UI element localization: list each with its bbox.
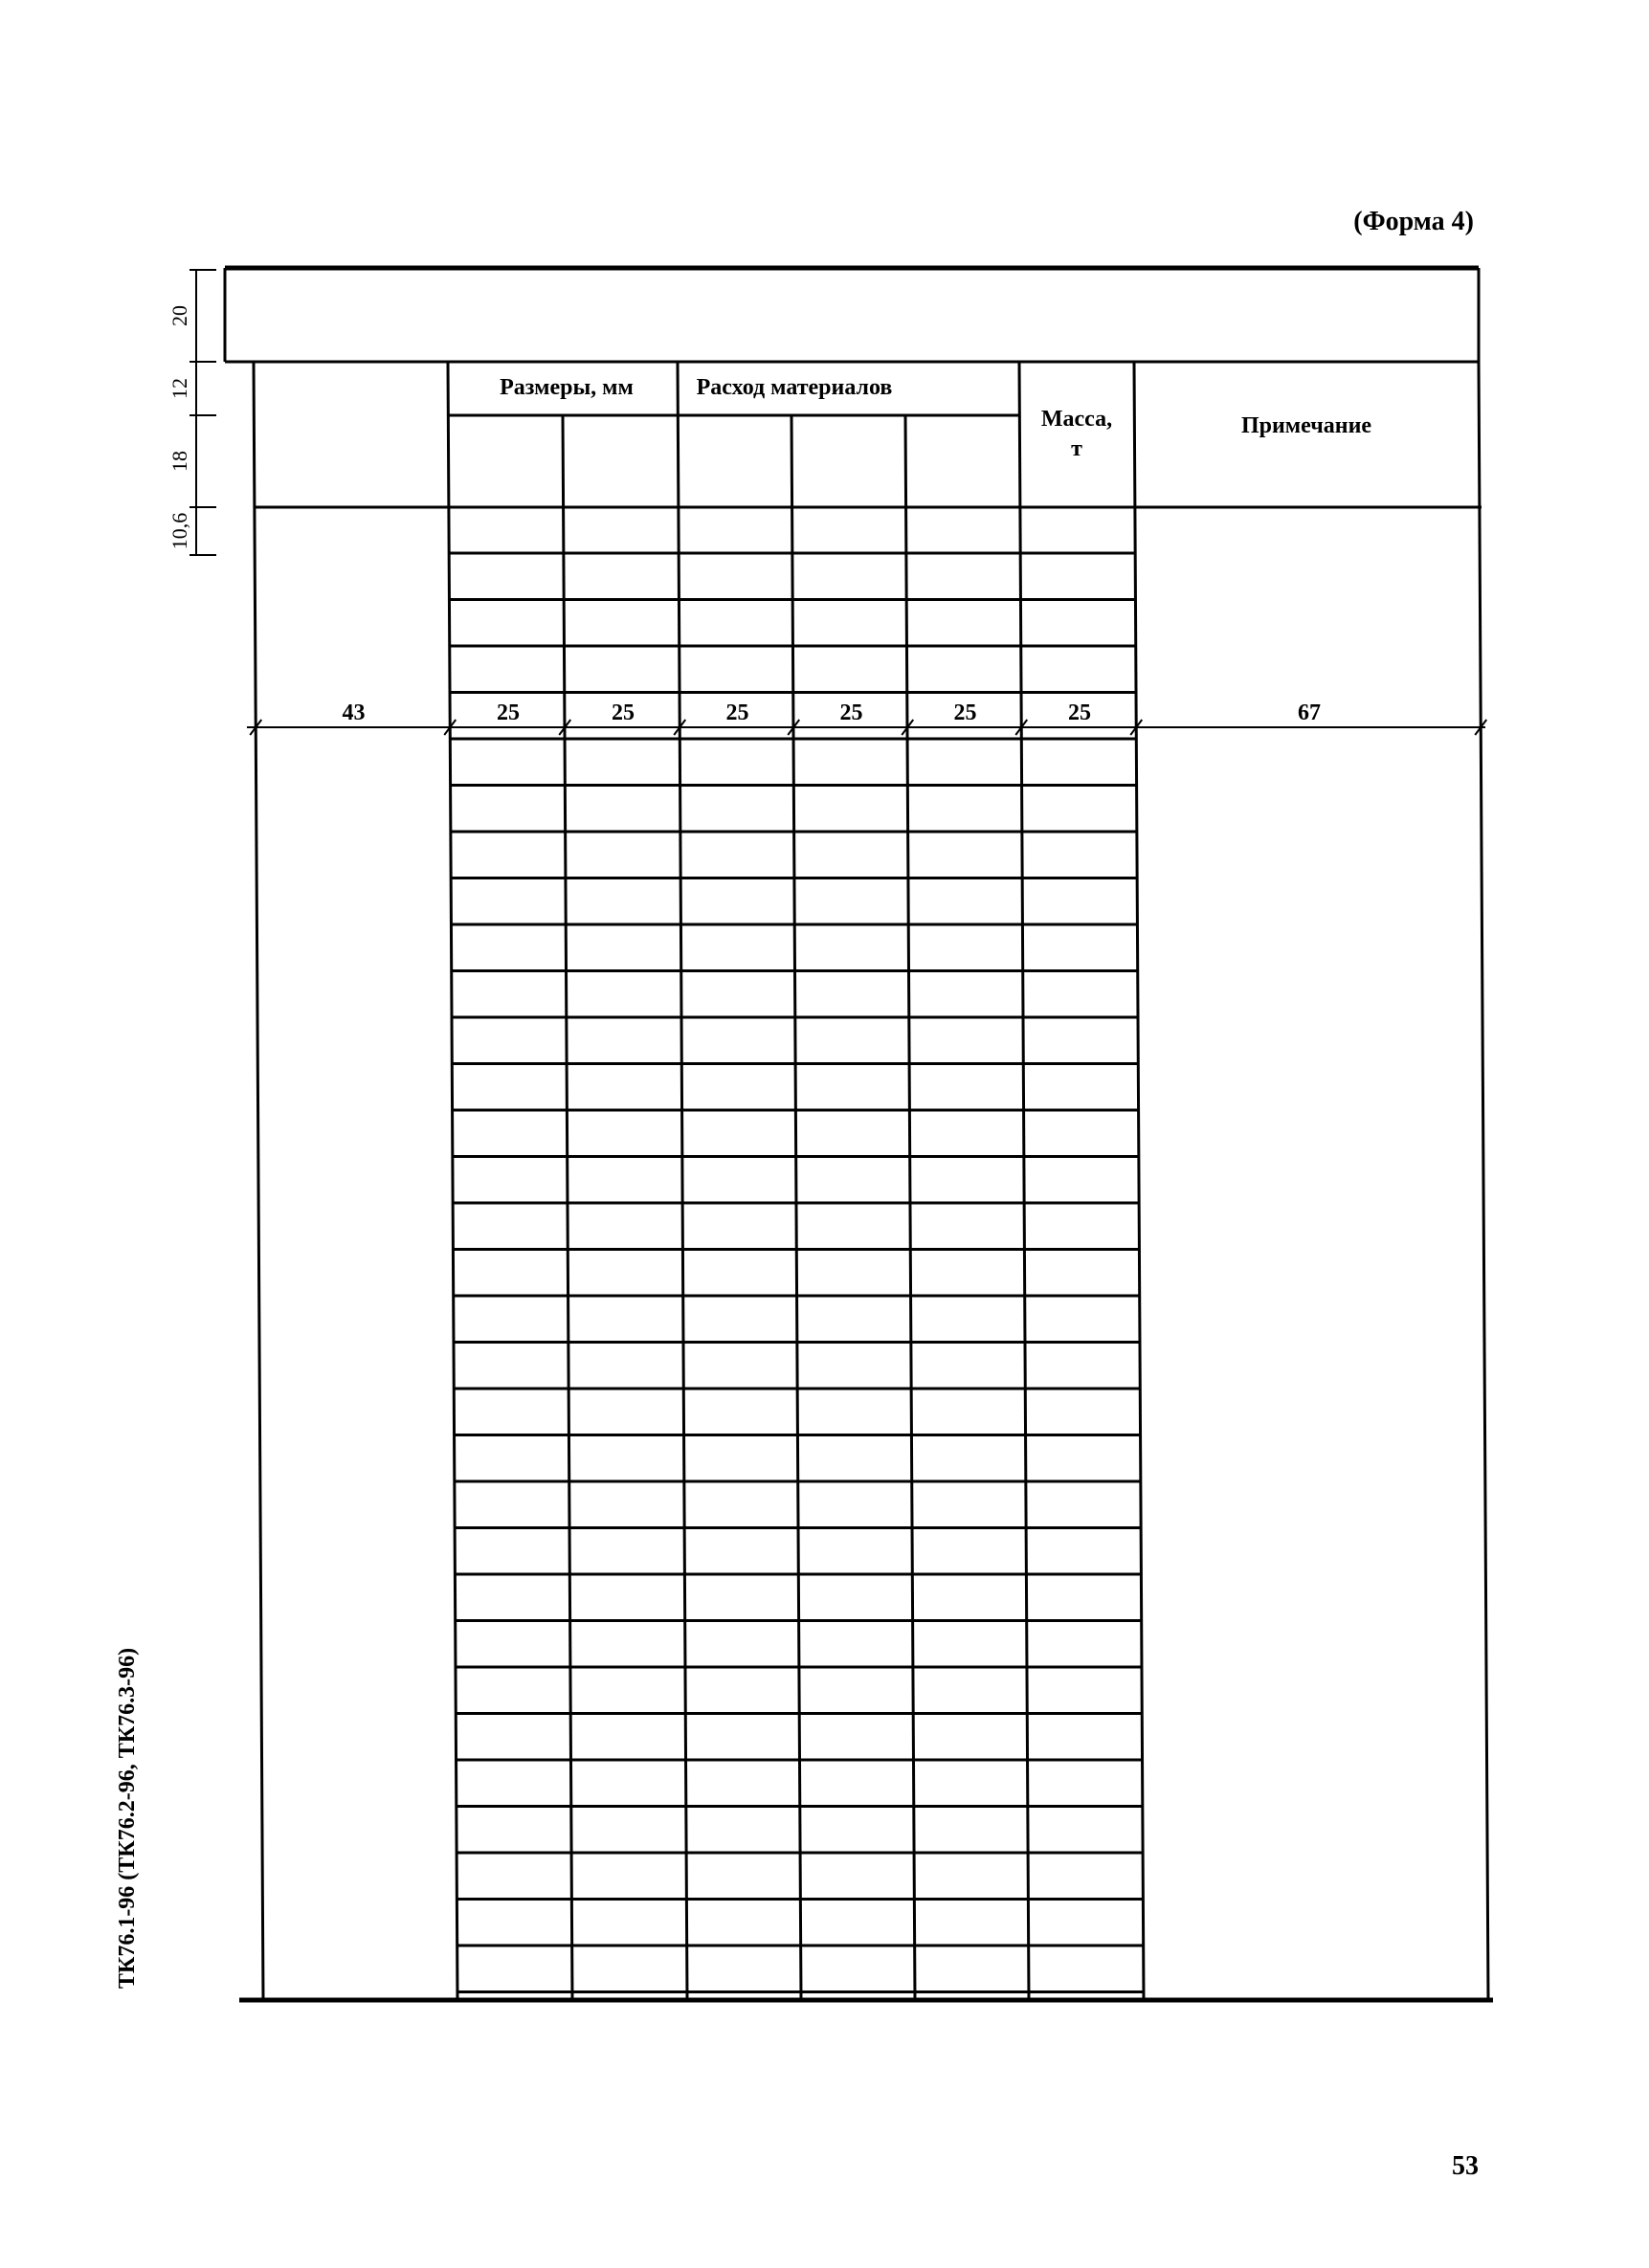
column-divider xyxy=(678,362,687,2000)
column-width-label: 25 xyxy=(497,700,520,725)
title-block xyxy=(225,268,1479,362)
column-width-label: 25 xyxy=(725,700,749,725)
column-width-label: 25 xyxy=(612,700,635,725)
dimension-height-header-bottom: 18 xyxy=(167,451,191,472)
table-grid xyxy=(448,362,1144,2000)
column-divider xyxy=(1019,362,1029,2000)
form-label: (Форма 4) xyxy=(1353,207,1474,236)
side-document-code: ТК76.1-96 (ТК76.2-96, ТК76.3-96) xyxy=(115,1647,140,1990)
dimension-height-title: 20 xyxy=(167,305,191,326)
dimension-height-row: 10,6 xyxy=(167,512,191,550)
mass-header-line2: т xyxy=(1071,436,1082,461)
column-width-label: 25 xyxy=(953,700,977,725)
materials-header: Расход материалов xyxy=(696,375,893,400)
column-width-label: 43 xyxy=(342,700,366,725)
column-width-label: 25 xyxy=(839,700,863,725)
column-width-label: 67 xyxy=(1298,700,1321,725)
column-divider xyxy=(563,415,572,2000)
table-frame xyxy=(239,362,1493,2000)
mass-header-line1: Масса, xyxy=(1040,407,1113,432)
column-divider xyxy=(1134,362,1144,2000)
column-divider xyxy=(791,415,801,2000)
table-header xyxy=(500,375,1371,461)
column-width-dimensions xyxy=(247,700,1486,735)
note-header: Примечание xyxy=(1240,413,1372,438)
column-width-label: 25 xyxy=(1068,700,1091,725)
sizes-header: Размеры, мм xyxy=(500,375,634,400)
column-divider xyxy=(905,415,915,2000)
page-number: 53 xyxy=(1452,2151,1479,2181)
dimension-height-header-top: 12 xyxy=(167,378,191,399)
vertical-dimension-chain xyxy=(167,270,216,555)
column-divider xyxy=(448,362,457,2000)
